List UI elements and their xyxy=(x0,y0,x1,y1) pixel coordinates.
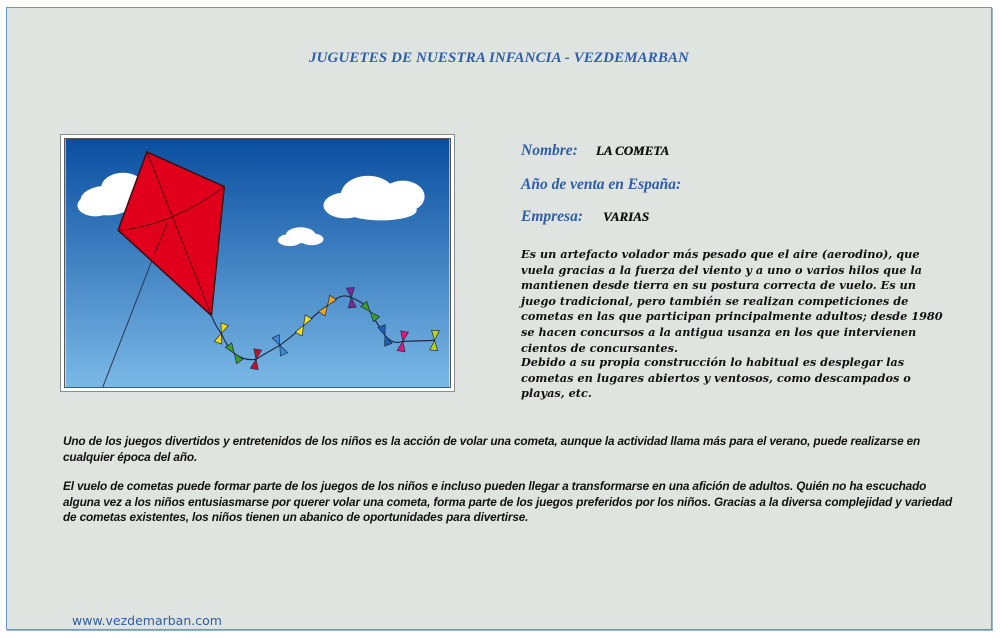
field-name xyxy=(521,142,669,160)
body-paragraph-1: Uno de los juegos divertidos y entretenidos de los niños es la acción de volar una cometa, aunque la actividad llama más para el verano, puede realizarse en cualquier época del año. xyxy=(63,434,921,464)
name-label: Nombre: xyxy=(521,142,578,159)
description-paragraph-1: Es un artefacto volador más pesado que el aire (aerodino), que vuela gracias a la fuerza del viento y a uno o varios hilos que la mantienen desde tierra en su postura correcta de vuelo. Es un juego tradicional, pero también se realizan competiciones de cometas en las que participan principalmente adultos; desde 1980 se hacen concursos a la antigua usanza en los que intervienen cientos de concursantes. xyxy=(521,247,943,355)
kite-photo-frame xyxy=(60,134,455,392)
field-year xyxy=(521,176,681,194)
year-label: Año de venta en España: xyxy=(521,176,682,193)
company-value: VARIAS xyxy=(603,209,650,224)
body-paragraph-2: El vuelo de cometas puede formar parte de los juegos de los niños e incluso pueden llegar a transformarse en una afición de adultos. Quién no ha escuchado alguna vez a los niños entusiasmarse por querer volar una cometa, forma parte de los juegos preferidos por los niños. Gracias a la diversa complejidad y variedad de cometas existentes, los niños tienen un abanico de oportunidades para divertirse. xyxy=(63,479,953,525)
description-paragraph-2: Debido a su propia construcción lo habitual es desplegar las cometas en lugares abiertos y ventosos, como descampados o playas, etc. xyxy=(521,355,911,401)
content-panel xyxy=(6,7,992,630)
company-label: Empresa: xyxy=(521,208,583,225)
website-link[interactable]: www.vezdemarban.com xyxy=(72,613,222,628)
page-title: JUGUETES DE NUESTRA INFANCIA - VEZDEMARBAN xyxy=(308,50,689,66)
kite-illustration xyxy=(64,138,451,388)
field-company xyxy=(521,208,649,226)
name-value: LA COMETA xyxy=(595,143,670,158)
